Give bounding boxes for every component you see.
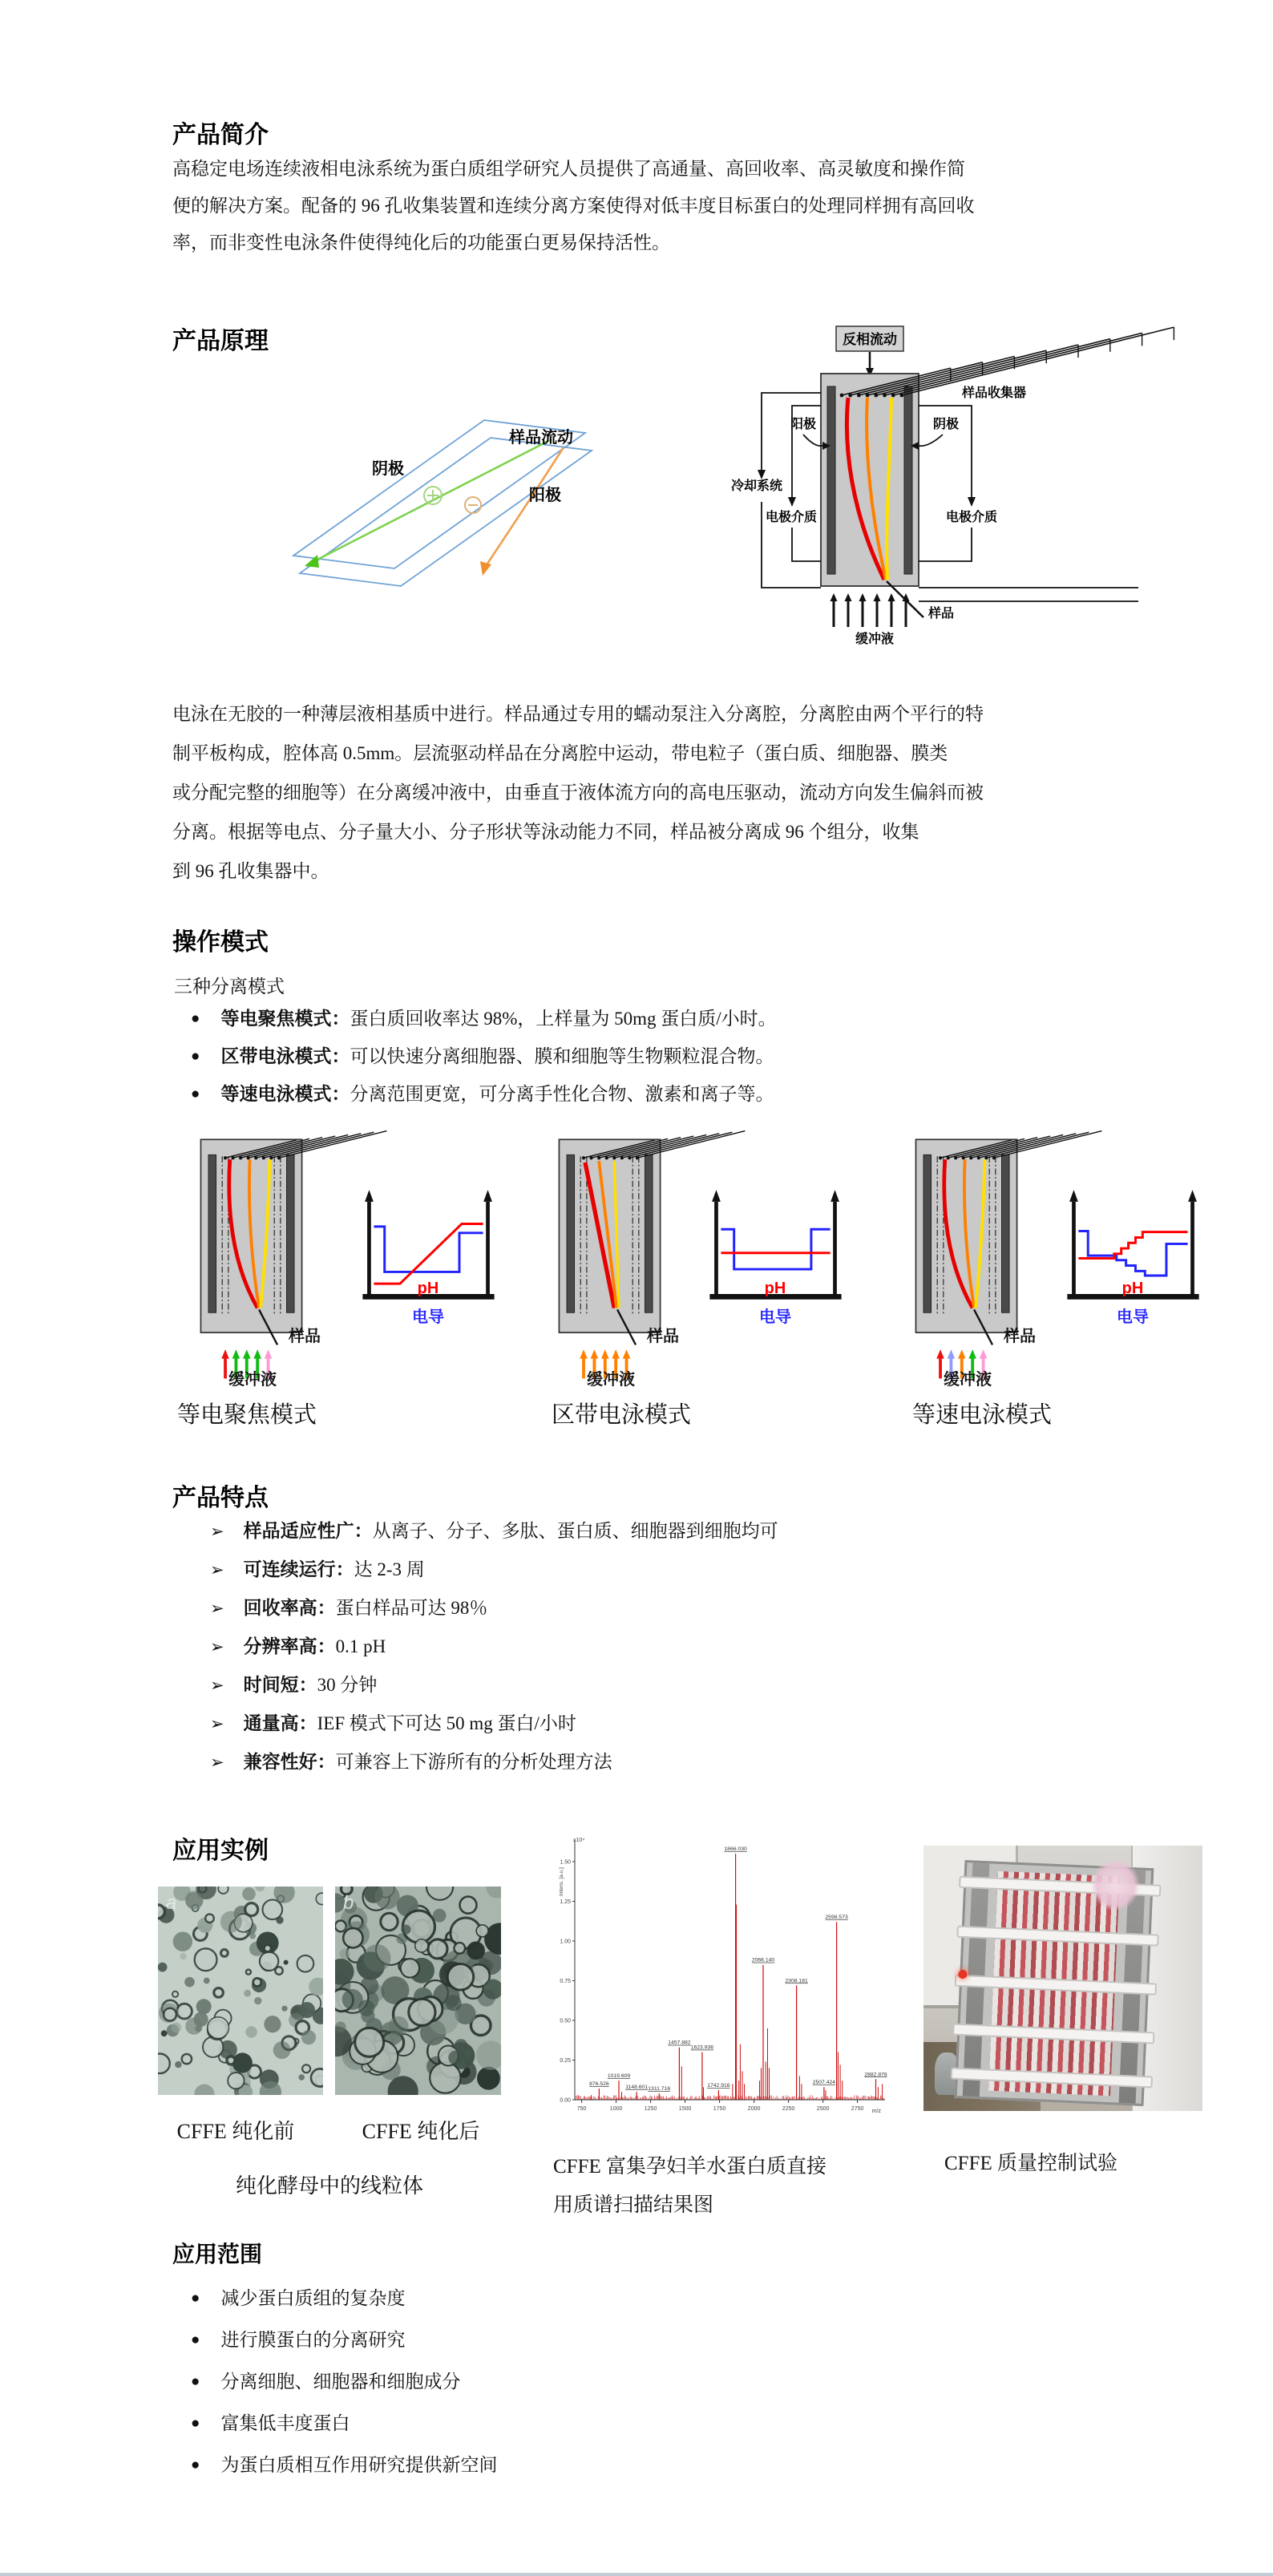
svg-text:1457.882: 1457.882	[668, 2040, 691, 2046]
svg-text:1000: 1000	[609, 2106, 623, 2112]
list-item	[191, 2367, 497, 2408]
list-item	[191, 1004, 777, 1041]
scope-text: 进行膜蛋白的分离研究	[220, 2330, 406, 2350]
list-item	[210, 1709, 778, 1747]
bullet-dot-icon	[191, 1046, 220, 1067]
mode-text: 蛋白质回收率达 98%，上样量为 50mg 蛋白质/小时。	[350, 1009, 777, 1029]
separation-chamber-diagram	[721, 319, 1218, 672]
label-sample-flow: 样品流动	[509, 429, 573, 447]
arrow-bullet-icon	[210, 1521, 244, 1542]
panel-letter: a	[166, 1892, 177, 1914]
mode-chamber-diagram	[907, 1124, 1045, 1389]
label-collector: 样品收集器	[962, 386, 1027, 400]
svg-text:1750: 1750	[713, 2106, 726, 2112]
svg-text:2066.140: 2066.140	[751, 1957, 775, 1963]
feature-name: 时间短：	[243, 1674, 317, 1695]
svg-text:750: 750	[576, 2106, 587, 2112]
micrograph-svg	[158, 1887, 323, 2095]
arrow-bullet-icon	[210, 1636, 244, 1657]
caption-photo: CFFE 质量控制试验	[944, 2153, 1118, 2174]
svg-text:1866.030: 1866.030	[724, 1846, 747, 1853]
label-conductivity: 电导	[759, 1308, 791, 1326]
paragraph-line: 或分配完整的细胞等）在分离缓冲液中，由垂直于液体流方向的高电压驱动，流动方向发生偏斜而被	[172, 783, 984, 803]
label-ph: pH	[764, 1280, 786, 1297]
page-bottom-border	[0, 2573, 1273, 2576]
mode-figure-caption: 等速电泳模式	[911, 1402, 1053, 1428]
orange-flow-arrow-icon	[480, 561, 491, 576]
list-item	[210, 1632, 778, 1670]
svg-text:2882.878: 2882.878	[864, 2072, 887, 2078]
section-heading-intro: 产品简介	[172, 122, 269, 148]
spectrum-caption-line2: 用质谱扫描结果图	[553, 2194, 714, 2216]
svg-text:1.50: 1.50	[560, 1859, 571, 1866]
section-heading-principle: 产品原理	[172, 328, 269, 354]
feature-name: 通量高：	[243, 1713, 317, 1733]
svg-text:1.25: 1.25	[560, 1899, 571, 1905]
section-heading-features: 产品特点	[172, 1485, 269, 1511]
feature-text: 可兼容上下游所有的分析处理方法	[335, 1752, 612, 1772]
mode-chamber-diagram	[550, 1124, 688, 1389]
feature-name: 回收率高：	[243, 1597, 336, 1618]
scope-text: 减少蛋白质组的复杂度	[220, 2288, 406, 2308]
label-sample: 样品	[928, 607, 955, 621]
label-anode: 阳极	[529, 487, 561, 504]
mode-figure-caption: 区带电泳模式	[551, 1402, 692, 1428]
flat-plate-diagram	[287, 383, 596, 596]
buffer-inlet-arrows	[830, 593, 910, 627]
feature-text: IEF 模式下可达 50 mg 蛋白/小时	[317, 1713, 576, 1733]
feature-text: 从离子、分子、多肽、蛋白质、细胞器到细胞均可	[372, 1521, 778, 1541]
arrow-bullet-icon	[210, 1713, 244, 1734]
svg-text:1500: 1500	[678, 2106, 692, 2112]
micrograph-svg	[335, 1887, 501, 2095]
label-ph: pH	[417, 1280, 439, 1297]
spectrum-svg	[557, 1832, 890, 2117]
mode-figure-caption: 等电聚焦模式	[176, 1402, 317, 1428]
label-reverse-flow: 反相流动	[843, 332, 897, 347]
svg-text:0.00: 0.00	[560, 2097, 571, 2104]
list-item	[210, 1555, 778, 1593]
list-item	[210, 1593, 778, 1632]
label-cathode: 阴极	[933, 418, 960, 431]
scope-list	[191, 2283, 497, 2492]
svg-text:0.25: 0.25	[560, 2058, 571, 2064]
list-item	[191, 2408, 497, 2450]
modes-subtitle: 三种分离模式	[174, 977, 285, 997]
bullet-dot-icon	[191, 2288, 220, 2309]
svg-text:m/z: m/z	[871, 2109, 881, 2114]
label-sample: 样品	[1004, 1328, 1036, 1345]
svg-text:2598.573: 2598.573	[825, 1915, 848, 1921]
paragraph-line: 到 96 孔收集器中。	[172, 861, 329, 881]
bullet-dot-icon	[191, 2455, 220, 2476]
bullet-dot-icon	[191, 1084, 220, 1105]
label-anode: 阳极	[790, 418, 817, 431]
intro-paragraph	[172, 151, 975, 261]
mode-name: 等速电泳模式：	[220, 1083, 350, 1104]
label-cooling-system: 冷却系统	[731, 479, 783, 493]
label-buffer: 缓冲液	[944, 1371, 992, 1389]
svg-text:1742.916: 1742.916	[707, 2083, 730, 2089]
label-conductivity: 电导	[1117, 1308, 1149, 1326]
list-item	[191, 2325, 497, 2367]
micrograph-after-image	[335, 1887, 501, 2095]
scope-text: 分离细胞、细胞器和细胞成分	[220, 2372, 461, 2392]
svg-text:2500: 2500	[816, 2106, 830, 2112]
label-conductivity: 电导	[412, 1308, 444, 1326]
list-item	[210, 1747, 778, 1785]
paragraph-line: 电泳在无胶的一种薄层液相基质中进行。样品通过专用的蠕动泵注入分离腔，分离腔由两个平行的特	[172, 704, 984, 724]
photo-cffe-quality-control	[923, 1846, 1202, 2111]
principle-description	[172, 694, 984, 891]
feature-name: 兼容性好：	[243, 1751, 336, 1772]
arrow-bullet-icon	[210, 1598, 244, 1619]
feature-text: 蛋白样品可达 98％	[335, 1598, 488, 1618]
label-sample: 样品	[647, 1328, 679, 1345]
micrograph-before-image	[158, 1887, 323, 2095]
list-item	[191, 1079, 777, 1117]
label-buffer: 缓冲液	[228, 1371, 277, 1389]
features-list	[210, 1516, 778, 1785]
bullet-dot-icon	[191, 2413, 220, 2434]
arrow-bullet-icon	[210, 1752, 244, 1773]
svg-text:2308.181: 2308.181	[785, 1978, 808, 1984]
mode-name: 区带电泳模式：	[220, 1045, 350, 1066]
label-cathode: 阴极	[372, 460, 404, 478]
label-electrode-medium-right: 电极介质	[946, 511, 998, 524]
label-ph: pH	[1121, 1280, 1144, 1297]
arrow-bullet-icon	[210, 1559, 244, 1580]
label-electrode-medium-left: 电极介质	[766, 511, 818, 524]
section-heading-scope: 应用范围	[172, 2242, 263, 2267]
svg-text:2507.424: 2507.424	[812, 2080, 836, 2086]
list-item	[191, 2283, 497, 2325]
svg-text:x10⁴: x10⁴	[573, 1838, 585, 1843]
list-item	[210, 1516, 778, 1555]
bullet-dot-icon	[191, 2372, 220, 2392]
mode-text: 分离范围更宽，可分离手性化合物、激素和离子等。	[350, 1084, 774, 1104]
bullet-dot-icon	[191, 2330, 220, 2351]
paragraph-line: 制平板构成，腔体高 0.5mm。层流驱动样品在分离腔中运动，带电粒子（蛋白质、细胞器、膜类	[172, 743, 948, 763]
mode-name: 等电聚焦模式：	[220, 1008, 350, 1029]
svg-text:1019.609: 1019.609	[607, 2073, 631, 2080]
list-item	[191, 1041, 777, 1079]
feature-name: 分辨率高：	[243, 1636, 336, 1656]
svg-text:0.75: 0.75	[560, 1979, 571, 1984]
caption-after: CFFE 纯化后	[362, 2120, 480, 2143]
svg-text:1311.716: 1311.716	[648, 2086, 671, 2093]
paragraph-line: 率，而非变性电泳条件使得纯化后的功能蛋白更易保持活性。	[172, 233, 670, 253]
svg-text:1250: 1250	[644, 2106, 657, 2112]
paragraph-line: 分离。根据等电点、分子量大小、分子形状等泳动能力不同，样品被分离成 96 个组分，收集	[172, 822, 919, 842]
spectrum-caption-line1: CFFE 富集孕妇羊水蛋白质直接	[553, 2156, 827, 2178]
modes-bullet-list	[191, 1004, 777, 1117]
feature-text: 达 2-3 周	[354, 1559, 425, 1579]
svg-text:0.50: 0.50	[560, 2018, 571, 2024]
mode-chamber-diagram	[192, 1124, 329, 1389]
feature-name: 样品适应性广：	[243, 1520, 373, 1541]
list-item	[191, 2450, 497, 2492]
label-buffer: 缓冲液	[855, 633, 895, 646]
mode-text: 可以快速分离细胞器、膜和细胞等生物颗粒混合物。	[350, 1046, 774, 1066]
panel-letter: b	[343, 1892, 354, 1914]
list-item	[210, 1670, 778, 1709]
device-tubing	[1090, 1858, 1140, 1912]
mass-spectrum-chart	[557, 1832, 890, 2117]
section-heading-examples: 应用实例	[172, 1838, 269, 1864]
label-sample: 样品	[289, 1328, 321, 1345]
svg-text:1148.601: 1148.601	[625, 2085, 649, 2091]
caption-before: CFFE 纯化前	[176, 2120, 295, 2143]
scope-text: 富集低丰度蛋白	[220, 2413, 350, 2433]
paragraph-line: 便的解决方案。配备的 96 孔收集装置和连续分离方案使得对低丰度目标蛋白的处理同样拥有高回收	[172, 196, 975, 216]
feature-name: 可连续运行：	[243, 1559, 354, 1579]
caption-mitochondria: 纯化酵母中的线粒体	[235, 2174, 424, 2198]
arrow-bullet-icon	[210, 1675, 244, 1696]
paragraph-line: 高稳定电场连续液相电泳系统为蛋白质组学研究人员提供了高通量、高回收率、高灵敏度和操作简	[172, 159, 965, 179]
feature-text: 30 分钟	[317, 1675, 378, 1695]
svg-text:Intens. [a.u.]: Intens. [a.u.]	[559, 1867, 564, 1896]
svg-text:2750: 2750	[851, 2106, 864, 2112]
scope-text: 为蛋白质相互作用研究提供新空间	[220, 2455, 498, 2475]
svg-text:1623.936: 1623.936	[690, 2044, 714, 2051]
photo-cffe-device	[955, 1860, 1154, 2106]
bullet-dot-icon	[191, 1009, 220, 1029]
svg-text:876.526: 876.526	[589, 2081, 609, 2088]
svg-text:1.00: 1.00	[560, 1939, 571, 1945]
section-heading-modes: 操作模式	[172, 929, 269, 956]
feature-text: 0.1 pH	[335, 1636, 386, 1656]
svg-text:2000: 2000	[747, 2106, 761, 2112]
svg-text:2250: 2250	[782, 2106, 795, 2112]
label-buffer: 缓冲液	[587, 1371, 635, 1389]
